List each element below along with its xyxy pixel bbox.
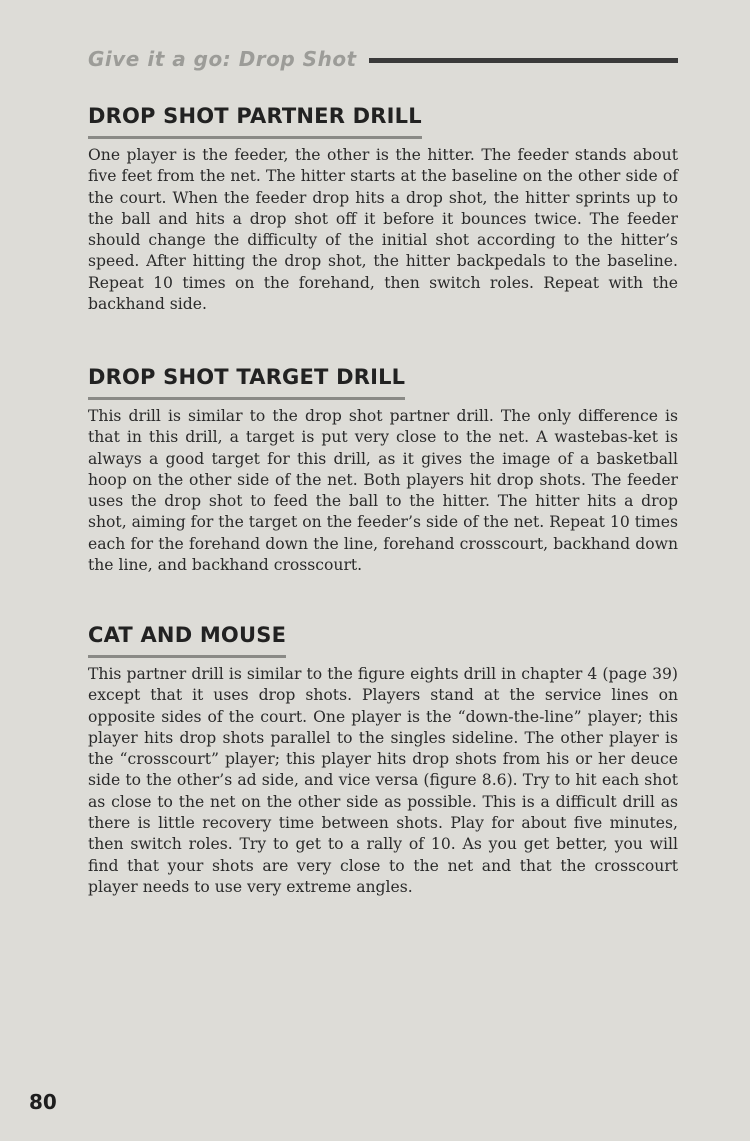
section-heading: CAT AND MOUSE — [88, 622, 286, 658]
running-head-title: Give it a go: Drop Shot — [88, 47, 357, 71]
section-body: One player is the feeder, the other is the hitter. The feeder stands about five feet from the net. The hitter starts at the baseline on the other side of the court. When the feeder drop hits a drop shot, the hitter sprints up to the ball and hits a drop shot off it before it bounces twice. The feeder should change the difficulty of the initial shot according to the hitter’s speed. After hitting the drop shot, the hitter backpedals to the baseline. Repeat 10 times on the forehand, then switch roles. Repeat with the backhand side. — [88, 146, 678, 314]
section-body: This drill is similar to the drop shot partner drill. The only difference is that in this drill, a target is put very close to the net. A wastebas-ket is always a good target for this drill, as it gives the image of a basketball hoop on the other side of the net. Both players hit drop shots. The feeder uses the drop shot to feed the ball to the hitter. The hitter hits a drop shot, aiming for the target on the feeder’s side of the net. Repeat 10 times each for the forehand down the line, forehand crosscourt, backhand down the line, and backhand crosscourt. — [88, 407, 678, 575]
section-heading: DROP SHOT PARTNER DRILL — [88, 103, 422, 139]
section-body: This partner drill is similar to the figure eights drill in chapter 4 (page 39) except that it uses drop shots. Players stand at the service lines on opposite sides of the court. One player is the “down-the-line” player; this player hits drop shots parallel to the singles sideline. The other player is the “crosscourt” player; this player hits drop shots from his or her deuce side to the other’s ad side, and vice versa (figure 8.6). Try to hit each shot as close to the net on the other side as possible. This is a difficult drill as there is little recovery time between shots. Play for about five minutes, then switch roles. Try to get to a rally of 10. As you get better, you will find that your shots are very close to the net and that the crosscourt player needs to use very extreme angles. — [88, 665, 678, 896]
running-head — [88, 44, 678, 74]
section-drop-shot-partner-drill — [88, 103, 678, 315]
page-number: 80 — [29, 1090, 57, 1114]
section-heading: DROP SHOT TARGET DRILL — [88, 364, 405, 400]
section-drop-shot-target-drill — [88, 364, 678, 576]
running-head-rule — [369, 58, 678, 63]
section-cat-and-mouse — [88, 622, 678, 898]
